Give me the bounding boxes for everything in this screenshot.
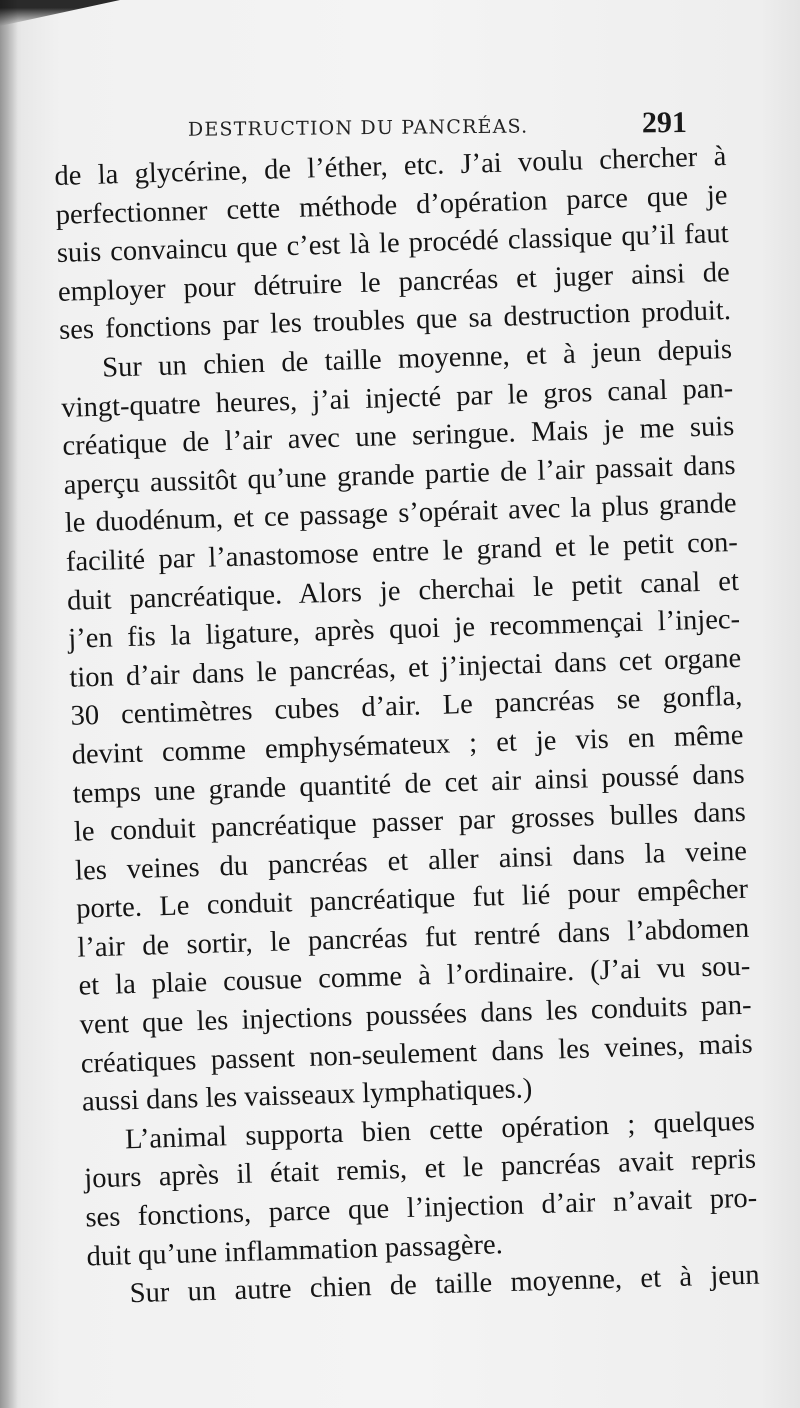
- text-line: facilité par l’anastomose entre le grand et le petit con-: [65, 526, 739, 578]
- text-line: duit pancréatique. Alors je cherchai le petit canal et: [66, 565, 740, 617]
- text-line: aussi dans les vaisseaux lymphatiques.): [81, 1073, 533, 1118]
- text-line: L’animal supporta bien cette opération ; quelques: [124, 1105, 756, 1156]
- text-line: ses fonctions par les troubles que sa destruction produit.: [58, 295, 732, 347]
- text-line: devint comme emphysémateux ; et je vis en même: [71, 719, 744, 771]
- text-line: perfectionner cette méthode d’opération parce que je: [55, 179, 728, 231]
- text-line: vingt-quatre heures, j’ai injecté par le gros canal pan-: [60, 372, 734, 424]
- text-line: duit qu’une inflammation passagère.: [86, 1228, 504, 1273]
- text-line: l’air de sortir, le pancréas fut rentré dans l’abdomen: [76, 912, 750, 964]
- page-number: 291: [641, 105, 688, 140]
- spine-shadow: [0, 0, 18, 1408]
- text-line: le conduit pancréatique passer par grosses bulles dans: [73, 796, 747, 848]
- text-line: créatiques passent non-seulement dans les veines, mais: [80, 1028, 754, 1080]
- text-line: ses fonctions, parce que l’injection d’air n’avait pro-: [85, 1182, 758, 1234]
- text-line: suis convaincu que c’est là le procédé classique qu’il faut: [56, 218, 730, 270]
- text-line: 30 centimètres cubes d’air. Le pancréas se gonfla,: [70, 681, 743, 733]
- text-line: j’en fis la ligature, après quoi je recommençai l’injec-: [67, 603, 741, 655]
- text-line: Sur un chien de taille moyenne, et à jeun depuis: [101, 333, 733, 384]
- text-line: jours après il était remis, et le pancréas avait repris: [83, 1144, 757, 1195]
- text-line: tion d’air dans le pancréas, et j’injectai dans cet organe: [68, 642, 742, 694]
- text-line: et la plaie cousue comme à l’ordinaire. (J’ai vu sou-: [78, 951, 751, 1003]
- text-line: vent que les injections poussées dans les conduits pan-: [79, 989, 752, 1041]
- text-line: employer pour détruire le pancréas et juger ainsi de: [57, 256, 731, 308]
- running-head: DESTRUCTION DU PANCRÉAS.: [187, 115, 529, 141]
- text-line: le duodénum, et ce passage s’opérait avec la plus grande: [64, 488, 738, 540]
- text-line: aperçu aussitôt qu’une grande partie de l’air passait dans: [63, 449, 736, 501]
- body-text: [54, 138, 778, 1316]
- text-line: créatique de l’air avec une seringue. Mais je me suis: [62, 411, 735, 463]
- text-line: porte. Le conduit pancréatique fut lié pour empêcher: [75, 874, 749, 925]
- text-line: temps une grande quantité de cet air ainsi poussé dans: [72, 758, 746, 810]
- text-line: Sur un autre chien de taille moyenne, et à jeun: [129, 1259, 760, 1310]
- text-line: de la glycérine, de l’éther, etc. J’ai voulu chercher à: [54, 141, 727, 192]
- text-line: les veines du pancréas et aller ainsi dans la veine: [74, 835, 748, 887]
